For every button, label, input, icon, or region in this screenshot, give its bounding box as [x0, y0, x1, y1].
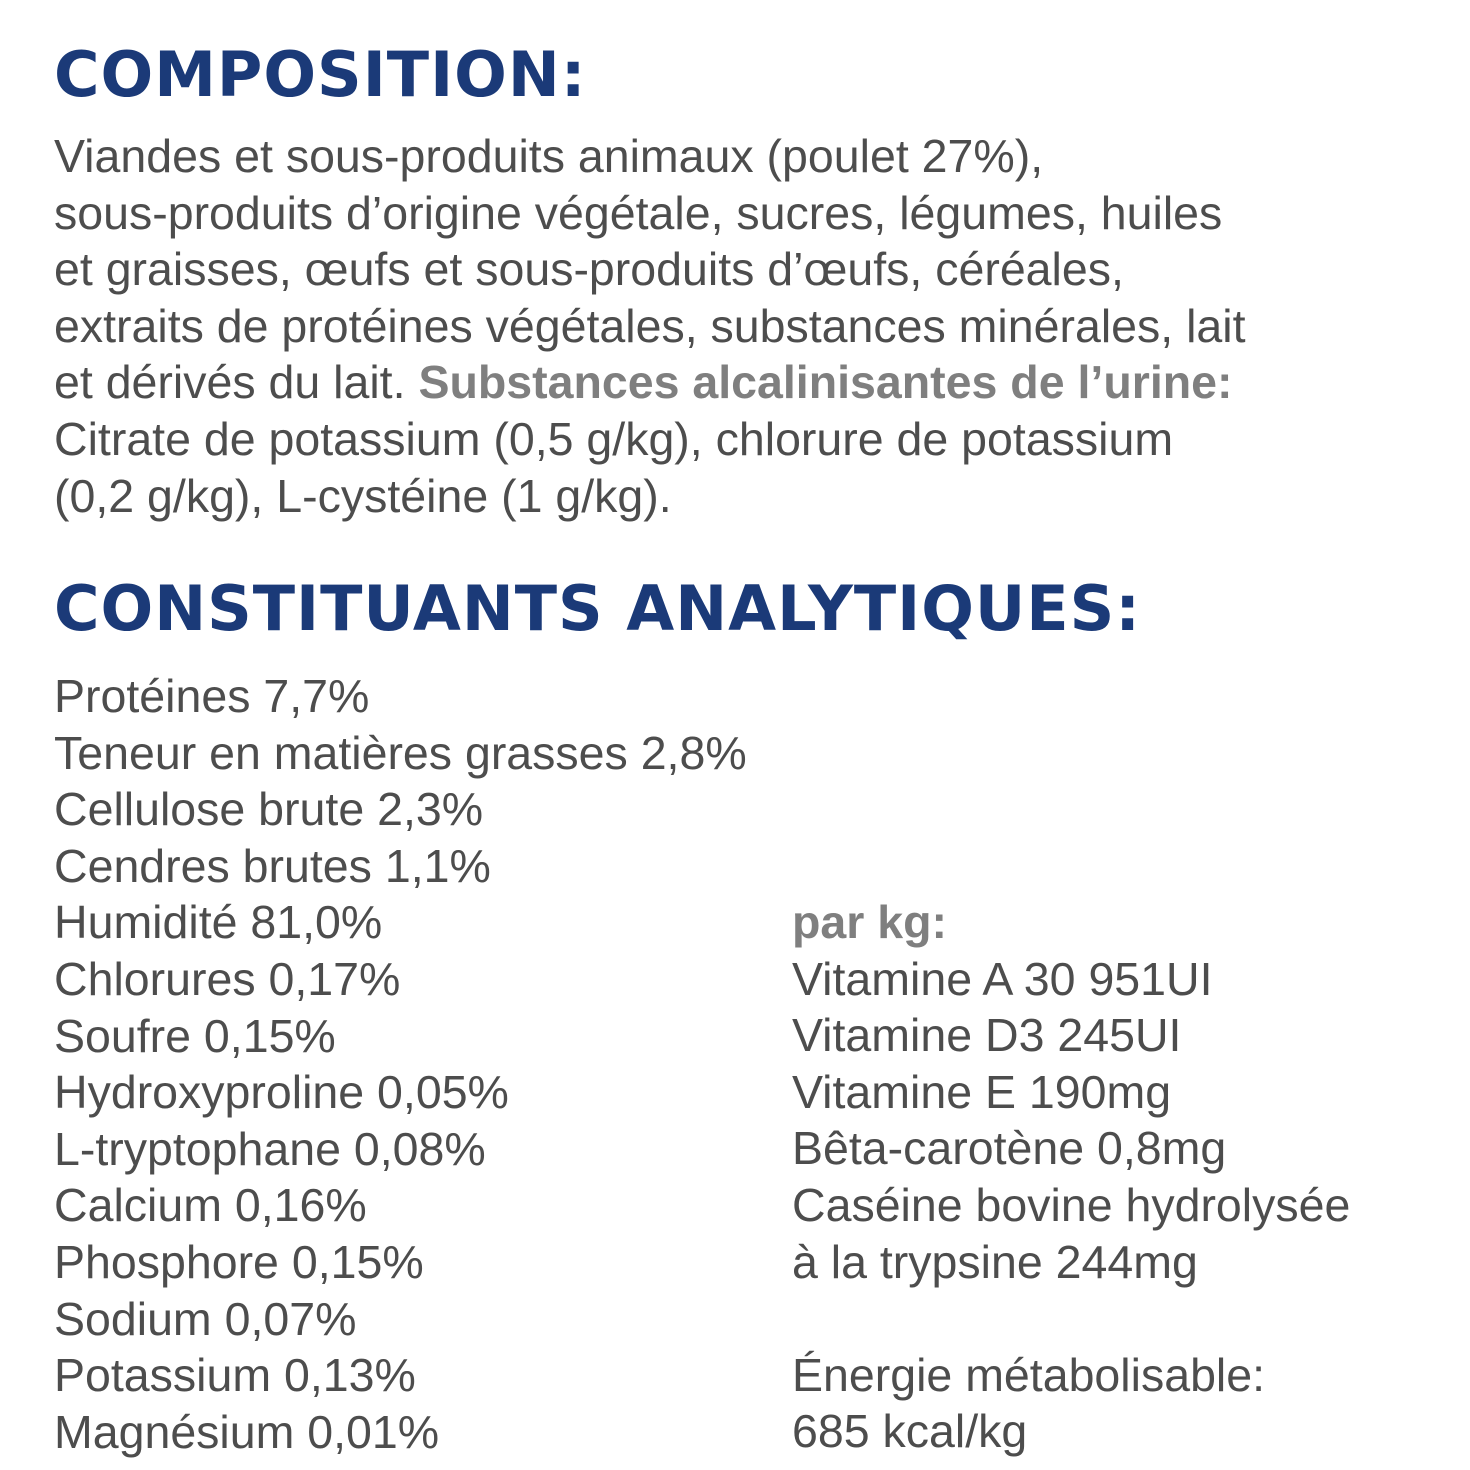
composition-line: Citrate de potassium (0,5 g/kg), chlorure de potassium	[54, 412, 1174, 465]
constituent-item: Protéines 7,7%	[54, 670, 370, 722]
constituent-item: Soufre 0,15%	[54, 1009, 336, 1062]
constituent-item: Potassium 0,13%	[54, 1349, 416, 1402]
additive-item: Vitamine A 30 951UI	[792, 952, 1213, 1005]
additive-item: Vitamine D3 245UI	[792, 1009, 1182, 1062]
constituent-item: Chlorures 0,17%	[54, 952, 401, 1005]
per-kg-list	[792, 894, 1350, 1460]
constituants-heading: CONSTITUANTS ANALYTIQUES:	[54, 572, 1142, 645]
constituent-item: Calcium 0,16%	[54, 1179, 367, 1232]
composition-line	[54, 354, 1454, 411]
composition-text	[54, 128, 1454, 524]
constituent-item: Sodium 0,07%	[54, 1292, 357, 1345]
composition-line: extraits de protéines végétales, substances minérales, lait	[54, 299, 1246, 352]
constituent-item: Teneur en matières grasses 2,8%	[54, 726, 747, 779]
constituent-item: L-tryptophane 0,08%	[54, 1122, 486, 1175]
constituent-item: Cendres brutes 1,1%	[54, 839, 491, 892]
energy-value: 685 kcal/kg	[792, 1405, 1028, 1458]
analytical-constituents-list	[54, 668, 747, 1460]
composition-line: sous-produits d’origine végétale, sucres, légumes, huiles	[54, 186, 1223, 239]
energy-label: Énergie métabolisable:	[792, 1348, 1266, 1401]
constituent-item: Humidité 81,0%	[54, 896, 383, 949]
composition-line-regular: et dérivés du lait.	[54, 356, 419, 409]
additive-item: à la trypsine 244mg	[792, 1235, 1198, 1288]
constituent-item: Phosphore 0,15%	[54, 1235, 424, 1288]
additive-item: Bêta-carotène 0,8mg	[792, 1122, 1227, 1175]
constituent-item: Magnésium 0,01%	[54, 1405, 440, 1458]
list-spacer	[792, 1290, 1350, 1347]
composition-heading: COMPOSITION:	[54, 38, 587, 111]
additive-item: Vitamine E 190mg	[792, 1065, 1172, 1118]
constituent-item: Cellulose brute 2,3%	[54, 783, 484, 836]
constituent-item: Hydroxyproline 0,05%	[54, 1066, 509, 1119]
additive-item: Caséine bovine hydrolysée	[792, 1178, 1351, 1231]
composition-line: (0,2 g/kg), L-cystéine (1 g/kg).	[54, 469, 672, 522]
composition-line: Viandes et sous-produits animaux (poulet 27%),	[54, 130, 1044, 182]
per-kg-label: par kg:	[792, 896, 948, 948]
alkalinizing-substances-label: Substances alcalinisantes de l’urine:	[418, 356, 1233, 409]
composition-line: et graisses, œufs et sous-produits d’œufs, céréales,	[54, 243, 1124, 296]
